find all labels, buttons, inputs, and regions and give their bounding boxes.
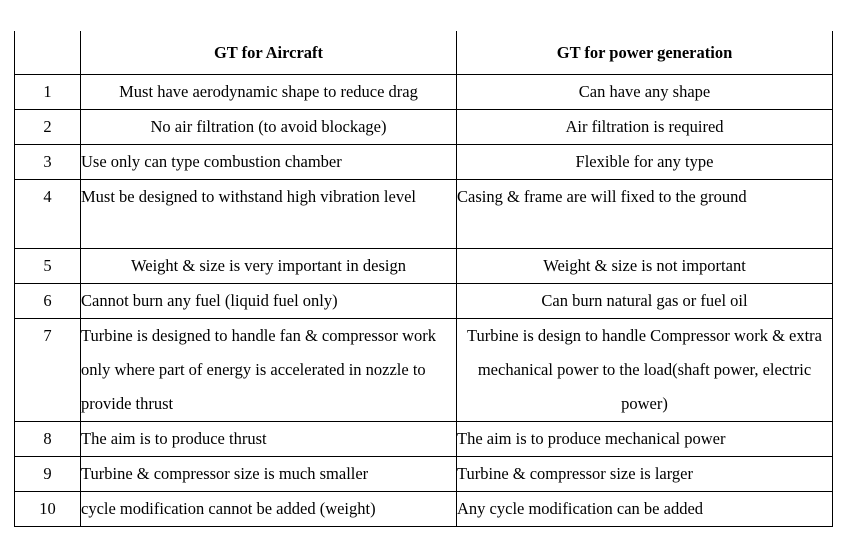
power-cell: Weight & size is not important (457, 249, 833, 284)
comparison-table (14, 31, 833, 527)
aircraft-cell: No air filtration (to avoid blockage) (81, 110, 457, 145)
table-row (15, 110, 833, 145)
header-power: GT for power generation (457, 31, 833, 75)
table-row (15, 180, 833, 249)
row-number: 1 (15, 75, 81, 110)
header-num (15, 31, 81, 75)
row-number: 6 (15, 284, 81, 319)
header-aircraft: GT for Aircraft (81, 31, 457, 75)
row-number: 2 (15, 110, 81, 145)
aircraft-cell: Must have aerodynamic shape to reduce drag (81, 75, 457, 110)
power-cell: Air filtration is required (457, 110, 833, 145)
aircraft-cell: Use only can type combustion chamber (81, 145, 457, 180)
power-cell: Casing & frame are will fixed to the ground (457, 180, 833, 249)
power-cell: Turbine is design to handle Compressor work & extra mechanical power to the load(shaft power, electric power) (457, 319, 833, 422)
aircraft-cell: Turbine is designed to handle fan & compressor work only where part of energy is accelerated in nozzle to provide thrust (81, 319, 457, 422)
table-row (15, 145, 833, 180)
table-row (15, 492, 833, 527)
power-cell: Can burn natural gas or fuel oil (457, 284, 833, 319)
table-row (15, 284, 833, 319)
table-row (15, 319, 833, 422)
power-cell: Turbine & compressor size is larger (457, 457, 833, 492)
power-cell: Flexible for any type (457, 145, 833, 180)
row-number: 7 (15, 319, 81, 422)
power-cell: Any cycle modification can be added (457, 492, 833, 527)
row-number: 10 (15, 492, 81, 527)
aircraft-cell: Cannot burn any fuel (liquid fuel only) (81, 284, 457, 319)
aircraft-cell: The aim is to produce thrust (81, 422, 457, 457)
table-header-row (15, 31, 833, 75)
aircraft-cell: Must be designed to withstand high vibration level (81, 180, 457, 249)
table-row (15, 422, 833, 457)
aircraft-cell: Turbine & compressor size is much smaller (81, 457, 457, 492)
row-number: 3 (15, 145, 81, 180)
aircraft-cell: cycle modification cannot be added (weight) (81, 492, 457, 527)
power-cell: The aim is to produce mechanical power (457, 422, 833, 457)
table-row (15, 75, 833, 110)
row-number: 8 (15, 422, 81, 457)
table-row (15, 249, 833, 284)
row-number: 5 (15, 249, 81, 284)
aircraft-cell: Weight & size is very important in design (81, 249, 457, 284)
row-number: 4 (15, 180, 81, 249)
table-row (15, 457, 833, 492)
row-number: 9 (15, 457, 81, 492)
power-cell: Can have any shape (457, 75, 833, 110)
